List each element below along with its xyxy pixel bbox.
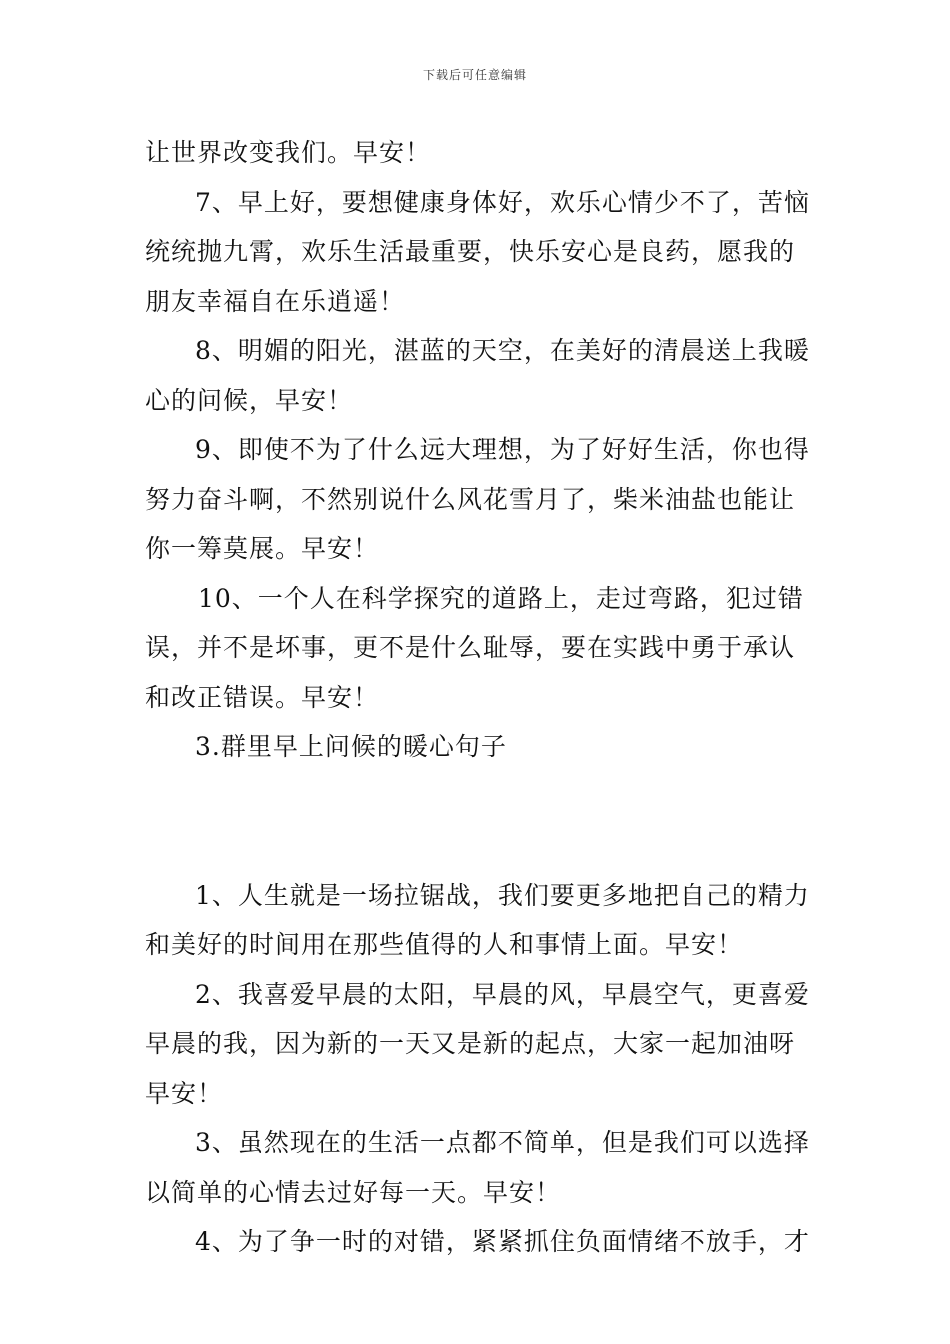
list-item-4: 4、为了争一时的对错，紧紧抓住负面情绪不放手，才 — [195, 1227, 810, 1256]
section-gap — [145, 772, 807, 871]
page-header-note: 下载后可任意编辑 — [422, 68, 527, 82]
list-item-2: 2、我喜爱早晨的太阳，早晨的风，早晨空气，更喜爱 — [195, 979, 810, 1009]
text-line: 以简单的心情去过好每一天。早安！ — [145, 1177, 562, 1207]
text-line: 朋友幸福自在乐逍遥！ — [145, 286, 406, 316]
document-body — [145, 128, 810, 1267]
text-line: 早安！ — [145, 1078, 224, 1108]
text-line: 和美好的时间用在那些值得的人和事情上面。早安！ — [145, 930, 744, 959]
text-line: 努力奋斗啊，不然别说什么风花雪月了，柴米油盐也能让 — [145, 484, 796, 514]
text-line: 心的问候，早安！ — [145, 385, 354, 415]
section-heading: 3.群里早上问候的暖心句子 — [195, 732, 507, 761]
list-item-7: 7、早上好，要想健康身体好，欢乐心情少不了，苦恼 — [195, 187, 810, 217]
list-item-3: 3、虽然现在的生活一点都不简单，但是我们可以选择 — [195, 1128, 810, 1157]
text-line: 让世界改变我们。早安！ — [145, 138, 432, 167]
list-item-10: 10、一个人在科学探究的道路上，走过弯路，犯过错 — [198, 583, 804, 613]
list-item-8: 8、明媚的阳光，湛蓝的天空，在美好的清晨送上我暖 — [195, 336, 810, 365]
text-line: 早晨的我，因为新的一天又是新的起点，大家一起加油呀 — [145, 1029, 796, 1058]
text-line: 统统抛九霄，欢乐生活最重要，快乐安心是良药，愿我的 — [145, 237, 796, 266]
list-item-9: 9、即使不为了什么远大理想，为了好好生活，你也得 — [195, 435, 810, 464]
text-line: 误，并不是坏事，更不是什么耻辱，要在实践中勇于承认 — [145, 633, 796, 662]
text-line: 你一筹莫展。早安！ — [145, 534, 380, 563]
text-line: 和改正错误。早安！ — [145, 682, 380, 712]
list-item-1: 1、人生就是一场拉锯战，我们要更多地把自己的精力 — [195, 880, 810, 910]
